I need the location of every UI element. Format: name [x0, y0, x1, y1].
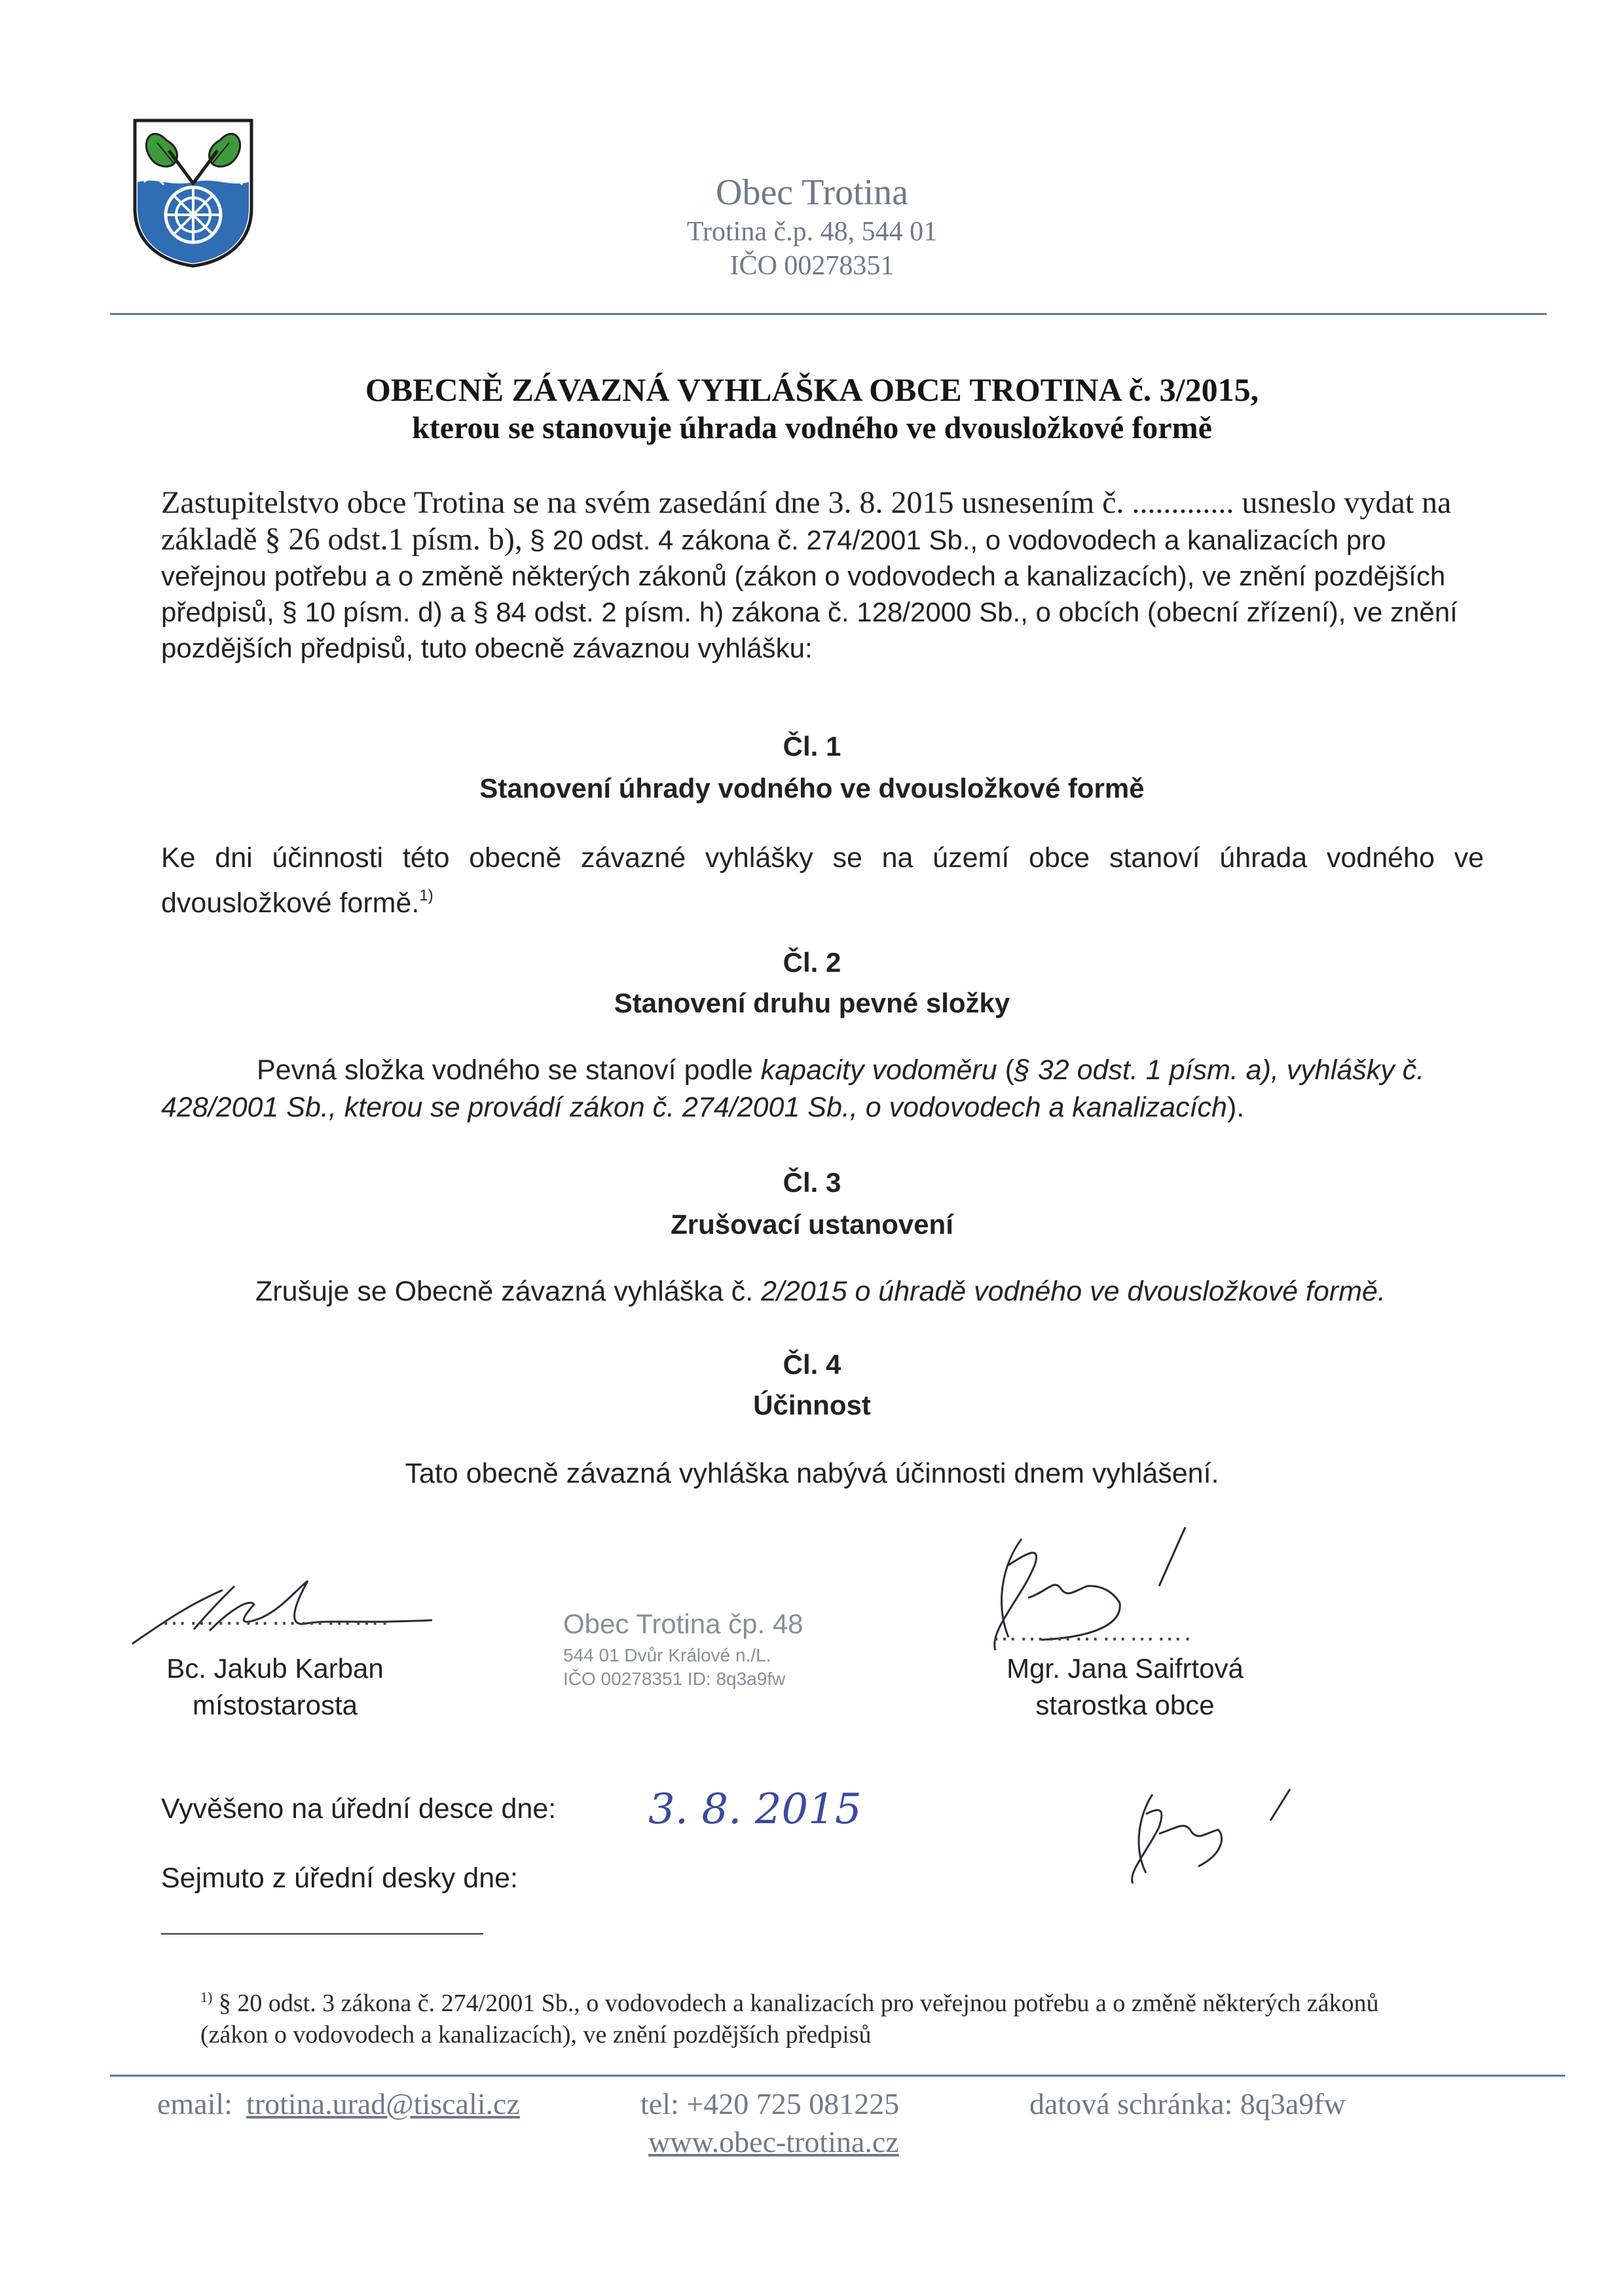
- footer-divider: [110, 2075, 1565, 2077]
- official-stamp: [563, 1608, 877, 1690]
- right-signature-line: ………………….: [991, 1618, 1193, 1646]
- document-title: OBECNĚ ZÁVAZNÁ VYHLÁŠKA OBCE TROTINA č. 3/2015,: [365, 371, 1259, 408]
- footer-email-link[interactable]: trotina.urad@tiscali.cz: [246, 2087, 520, 2120]
- article-1-text: [161, 840, 1484, 922]
- deputy-mayor-role: místostarosta: [192, 1690, 358, 1720]
- article-3-title: Zrušovací ustanovení: [671, 1209, 953, 1240]
- stamp-name: Obec Trotina čp. 48: [563, 1608, 803, 1639]
- stamp-address: 544 01 Dvůr Králové n./L.: [563, 1645, 771, 1665]
- article-2-text-lead: Pevná složka vodného se stanoví podle: [257, 1054, 761, 1086]
- article-2-text: [161, 1052, 1484, 1126]
- municipality-name: Obec Trotina: [716, 172, 908, 213]
- article-4-title: Účinnost: [753, 1390, 871, 1420]
- deputy-mayor-name: Bc. Jakub Karban: [166, 1653, 384, 1684]
- footnote-text: § 20 odst. 3 zákona č. 274/2001 Sb., o vodovodech a kanalizacích pro veřejnou potřebu a o změně některých zákonů (zákon o vodovodech a kanalizacích), ve znění pozdějších předpisů: [200, 1990, 1379, 2048]
- article-2-number: Čl. 2: [783, 947, 841, 978]
- header-divider: [110, 313, 1547, 315]
- article-2-text-end: ).: [1227, 1092, 1245, 1123]
- article-2-text-mid: (: [997, 1054, 1014, 1086]
- footnote-divider: [161, 1933, 483, 1935]
- footer-databox: datová schránka: 8q3a9fw: [1029, 2087, 1346, 2120]
- intro-serif-part: Zastupitelstvo obce Trotina se na svém zasedání dne 3. 8. 2015 usnesením č. ............. usneslo vydat na základě § 26 odst.1 písm. b),: [161, 485, 1452, 557]
- posted-label: Vyvěšeno na úřední desce dne:: [161, 1793, 557, 1824]
- municipality-ico: IČO 00278351: [729, 251, 895, 281]
- article-2-text-italic-2: § 32 odst. 1 písm. a), vyhlášky č. 428/2001 Sb., kterou se provádí zákon č. 274/2001 Sb., o vodovodech a kanalizacích: [161, 1054, 1425, 1123]
- article-3-text-italic: 2/2015 o úhradě vodného ve dvousložkové formě.: [760, 1276, 1386, 1307]
- article-2-title: Stanovení druhu pevné složky: [614, 988, 1010, 1018]
- mayor-role: starostka obce: [1035, 1690, 1215, 1720]
- footnote: [200, 1982, 1445, 2050]
- posting-signature-icon: [1126, 1788, 1310, 1886]
- intro-paragraph: [161, 485, 1471, 666]
- article-3-number: Čl. 3: [783, 1167, 841, 1198]
- article-3-text: [255, 1273, 1513, 1310]
- document-subtitle: kterou se stanovuje úhrada vodného ve dvousložkové formě: [412, 411, 1212, 445]
- article-4-text: Tato obecně závazná vyhláška nabývá účinnosti dnem vyhlášení.: [405, 1458, 1219, 1489]
- article-4-number: Čl. 4: [783, 1349, 841, 1380]
- footer-phone: tel: +420 725 081225: [640, 2087, 900, 2120]
- article-1-title: Stanovení úhrady vodného ve dvousložkové formě: [479, 773, 1145, 804]
- stamp-ids: IČO 00278351 ID: 8q3a9fw: [563, 1669, 786, 1689]
- left-signature-line: …………………….: [161, 1602, 390, 1631]
- removed-label: Sejmuto z úřední desky dne:: [161, 1862, 518, 1894]
- intro-sans-part: § 20 odst. 4 zákona č. 274/2001 Sb., o vodovodech a kanalizacích pro veřejnou potřebu a o změně některých zákonů (zákon o vodovodech a kanalizacích), ve znění pozdějších předpisů, § 10 písm. d) a § 84 odst. 2 písm. h) zákona č. 128/2000 Sb., o obcích (obecní zřízení), ve znění pozdějších předpisů, tuto obecně závaznou vyhlášku:: [161, 525, 1458, 663]
- article-1-number: Čl. 1: [783, 731, 841, 762]
- article-3-text-lead: Zrušuje se Obecně závazná vyhláška č.: [255, 1276, 761, 1307]
- footnote-reference: 1): [419, 887, 434, 904]
- municipality-address: Trotina č.p. 48, 544 01: [686, 217, 938, 247]
- mayor-name: Mgr. Jana Saifrtová: [1006, 1653, 1244, 1684]
- article-1-body: Ke dni účinnosti této obecně závazné vyhlášky se na území obce stanoví úhrada vodného ve dvousložkové formě.: [161, 842, 1484, 919]
- footer-email-label: email:: [157, 2087, 232, 2120]
- posted-date: 3. 8. 2015: [648, 1785, 862, 1834]
- footnote-marker: 1): [200, 1989, 213, 2005]
- footer-website-link[interactable]: www.obec-trotina.cz: [648, 2125, 899, 2158]
- article-2-text-italic-1: kapacity vodoměru: [760, 1054, 997, 1086]
